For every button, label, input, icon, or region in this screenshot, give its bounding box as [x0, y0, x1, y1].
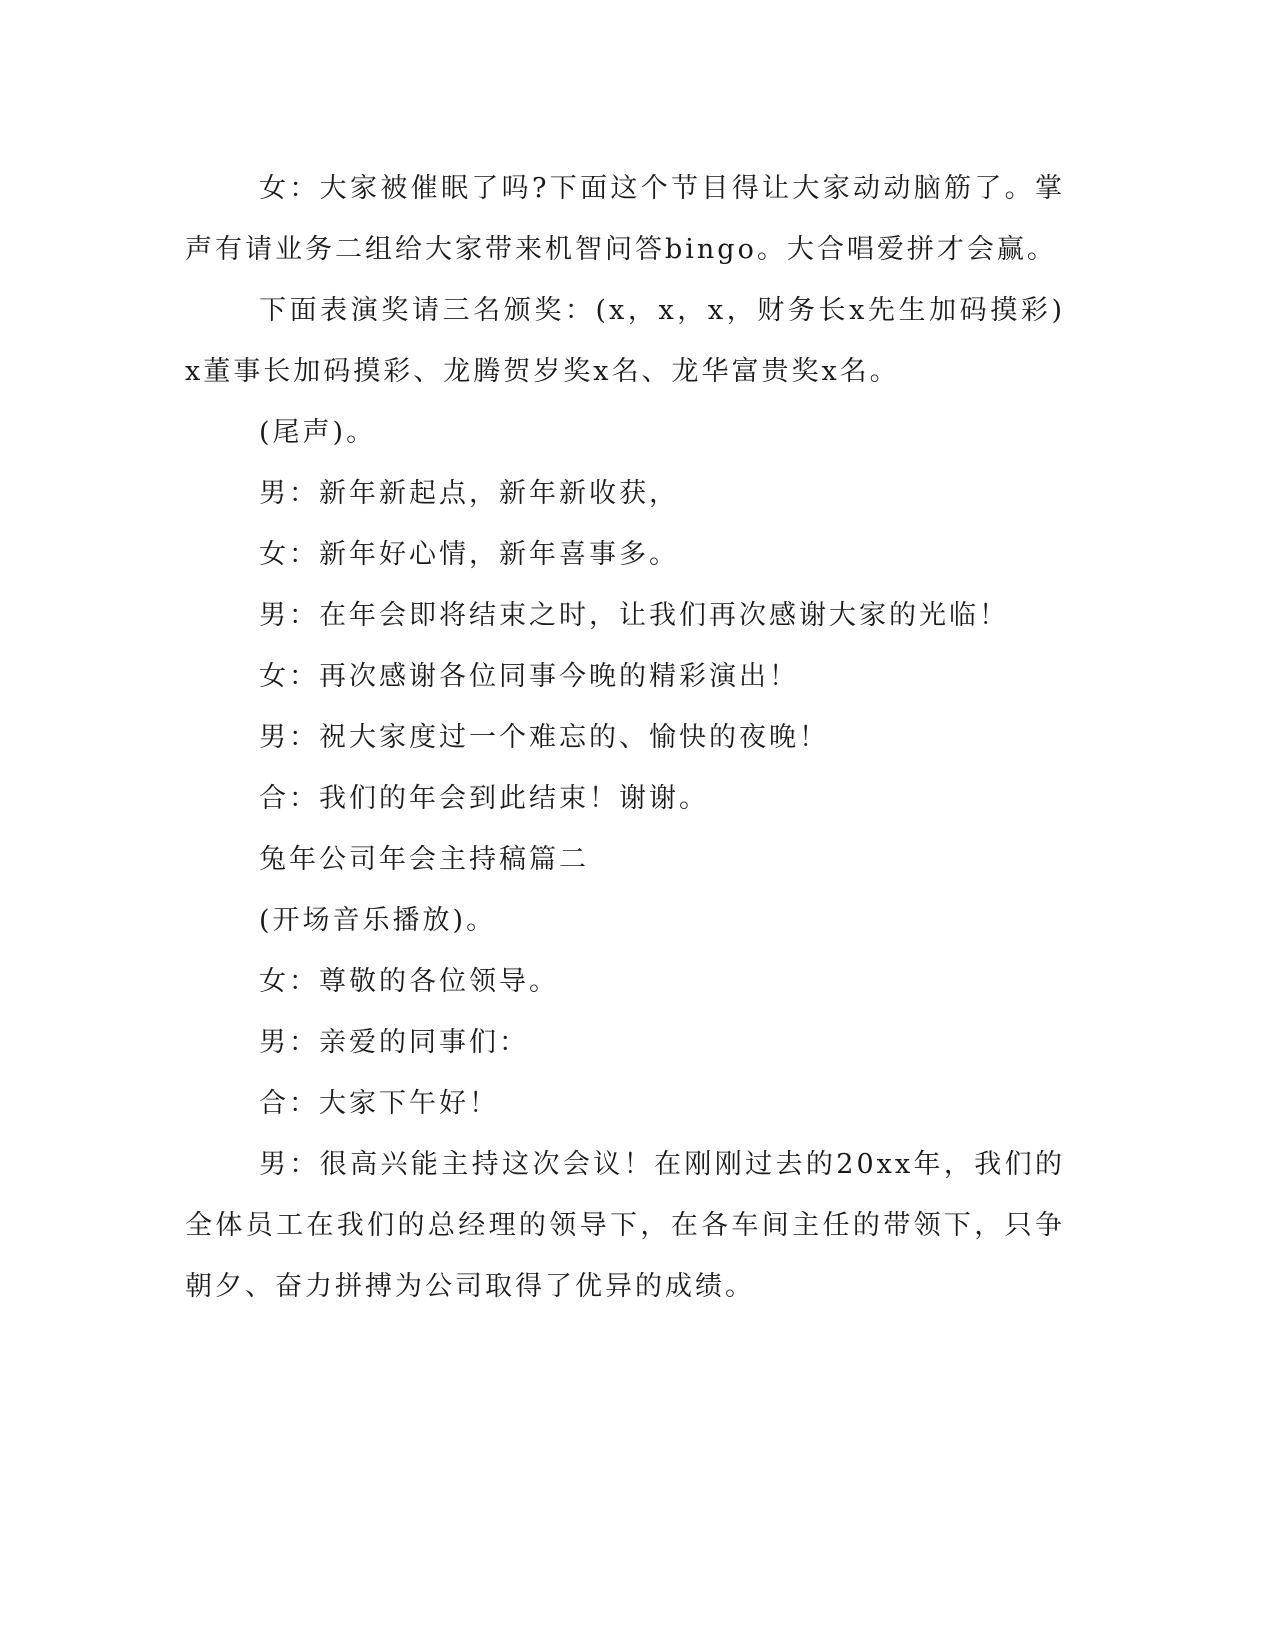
- paragraph-male-greeting-colleagues: 男：亲爱的同事们：: [259, 1027, 529, 1058]
- document-body: [185, 158, 1065, 1317]
- section-heading-part-two: 兔年公司年会主持稿篇二: [259, 844, 589, 875]
- paragraph-epilogue: (尾声)。: [259, 417, 377, 448]
- paragraph-opening-music: (开场音乐播放)。: [259, 905, 497, 936]
- paragraph-performance-award: 下面表演奖请三名颁奖：(x，x，x，财务长x先生加码摸彩)x董事长加码摸彩、龙腾贺岁奖x名、龙华富贵奖x名。: [185, 295, 1065, 387]
- paragraph-female-thanks-colleagues: 女：再次感谢各位同事今晚的精彩演出！: [259, 661, 799, 692]
- paragraph-together-good-afternoon: 合：大家下午好！: [259, 1088, 499, 1119]
- paragraph-female-hypnosis-quiz: 女：大家被催眠了吗?下面这个节目得让大家动动脑筋了。掌声有请业务二组给大家带来机智问答bingo。大合唱爱拼才会赢。: [185, 173, 1065, 265]
- paragraph-together-closing: 合：我们的年会到此结束！谢谢。: [259, 783, 709, 814]
- paragraph-female-good-mood: 女：新年好心情，新年喜事多。: [259, 539, 679, 570]
- paragraph-male-opening-speech: 男：很高兴能主持这次会议！在刚刚过去的20xx年，我们的全体员工在我们的总经理的领导下，在各车间主任的带领下，只争朝夕、奋力拼搏为公司取得了优异的成绩。: [185, 1149, 1065, 1302]
- paragraph-male-thanks: 男：在年会即将结束之时，让我们再次感谢大家的光临！: [259, 600, 1009, 631]
- paragraph-female-greeting-leaders: 女：尊敬的各位领导。: [259, 966, 559, 997]
- paragraph-male-new-year-start: 男：新年新起点，新年新收获，: [259, 478, 679, 509]
- paragraph-male-wish: 男：祝大家度过一个难忘的、愉快的夜晚！: [259, 722, 829, 753]
